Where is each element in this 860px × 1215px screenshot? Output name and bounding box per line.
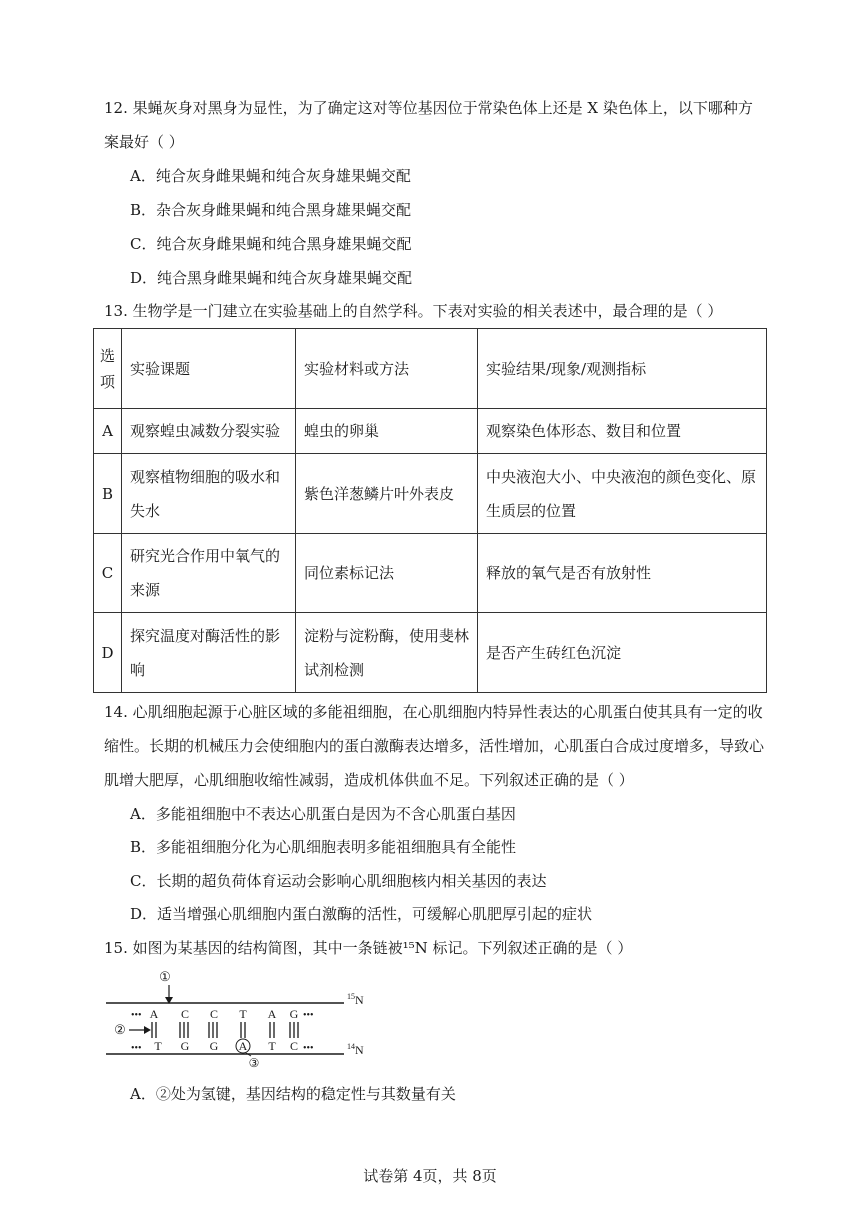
q15-option-a: A．②处为氢键，基因结构的稳定性与其数量有关 (130, 1085, 456, 1103)
row-method (296, 409, 478, 454)
top-right-dots: ••• (303, 1010, 314, 1021)
cell-line: 蝗虫的卵巢 (304, 422, 380, 440)
q12-stem-line2: 案最好（ ） (104, 133, 184, 151)
bottom-base: T (154, 1039, 162, 1053)
row-result (478, 409, 767, 454)
cell-line: 观察植物细胞的吸水和 (130, 467, 281, 486)
q14-option-d: D．适当增强心肌细胞内蛋白激酶的活性，可缓解心肌肥厚引起的症状 (130, 905, 593, 923)
q12-option-c: C．纯合灰身雌果蝇和纯合黑身雄果蝇交配 (130, 235, 412, 253)
cell-line: 观察蝗虫减数分裂实验 (130, 422, 281, 440)
q14-option-a: A．多能祖细胞中不表达心肌蛋白是因为不含心肌蛋白基因 (130, 805, 516, 823)
cell-line: 来源 (130, 581, 161, 599)
cell-line: 响 (130, 660, 146, 679)
bottom-base: G (209, 1039, 219, 1053)
row-topic (122, 613, 296, 693)
top-base: C (180, 1007, 190, 1021)
top-label: N (355, 993, 364, 1007)
cell-line: 试剂检测 (304, 660, 365, 679)
top-base: C (209, 1007, 219, 1021)
bottom-left-dots: ••• (131, 1043, 142, 1054)
cell-line: 失水 (130, 501, 161, 520)
row-topic (122, 534, 296, 613)
bottom-base: A (238, 1039, 248, 1053)
header-topic: 实验课题 (122, 329, 296, 409)
cell-line: 研究光合作用中氧气的 (130, 547, 281, 565)
q14-option-c: C．长期的超负荷体育运动会影响心肌细胞核内相关基因的表达 (130, 872, 547, 890)
top-base: T (239, 1007, 247, 1021)
bottom-right-dots: ••• (303, 1043, 314, 1054)
cell-line: 探究温度对酶活性的影 (130, 626, 281, 645)
row-result (478, 613, 767, 693)
table-header-row (94, 329, 767, 409)
q14-stem-line1: 14. 心肌细胞起源于心脏区域的多能祖细胞，在心肌细胞内特异性表达的心肌蛋白使其具有一定的收 (104, 703, 763, 721)
row-key: B (94, 454, 122, 534)
row-result (478, 534, 767, 613)
cell-line: 释放的氧气是否有放射性 (486, 564, 652, 582)
marker-1-label: ① (159, 969, 171, 984)
q14-option-b: B．多能祖细胞分化为心肌细胞表明多能祖细胞具有全能性 (130, 838, 517, 856)
row-key: A (94, 409, 122, 454)
bottom-base: C (289, 1039, 299, 1053)
q14-stem-line3: 肌增大肥厚，心肌细胞收缩性减弱，造成机体供血不足。下列叙述正确的是（ ） (104, 771, 634, 789)
top-base: G (289, 1007, 299, 1021)
table-row (94, 409, 767, 454)
cell-line: 生质层的位置 (486, 501, 577, 520)
row-topic (122, 454, 296, 534)
marker-2-label: ② (114, 1022, 126, 1037)
bottom-base: G (180, 1039, 190, 1053)
cell-line: 紫色洋葱鳞片叶外表皮 (304, 484, 455, 503)
row-key: C (94, 534, 122, 613)
q12-option-b: B．杂合灰身雌果蝇和纯合黑身雄果蝇交配 (130, 201, 412, 219)
cell-line: 观察染色体形态、数目和位置 (486, 422, 682, 440)
row-key: D (94, 613, 122, 693)
q12-option-a: A．纯合灰身雌果蝇和纯合灰身雄果蝇交配 (130, 167, 411, 185)
cell-line: 同位素标记法 (304, 564, 395, 582)
bottom-base: T (268, 1039, 276, 1053)
cell-line: 中央液泡大小、中央液泡的颜色变化、原 (486, 467, 757, 486)
top-left-dots: ••• (131, 1010, 142, 1021)
bottom-label-sup: 14 (347, 1042, 355, 1051)
row-method (296, 454, 478, 534)
header-result: 实验结果/现象/观测指标 (478, 329, 767, 409)
q14-stem-line2: 缩性。长期的机械压力会使细胞内的蛋白激酶表达增多，活性增加，心肌蛋白合成过度增多，导致心 (104, 737, 765, 755)
top-base: A (267, 1007, 277, 1021)
table-row (94, 534, 767, 613)
marker-3-label: ③ (248, 1056, 260, 1068)
header-option-text: 选项 (99, 346, 115, 391)
hydrogen-bonds (152, 1022, 298, 1038)
q12-option-d: D．纯合黑身雌果蝇和纯合灰身雄果蝇交配 (130, 269, 413, 287)
header-method: 实验材料或方法 (296, 329, 478, 409)
q13-stem: 13. 生物学是一门建立在实验基础上的自然学科。下表对实验的相关表述中，最合理的是（ ） (104, 302, 723, 320)
top-base: A (149, 1007, 159, 1021)
top-label-sup: 15 (347, 992, 355, 1001)
experiment-table (93, 328, 767, 693)
q12-stem-line1: 12. 果蝇灰身对黑身为显性，为了确定这对等位基因位于常染色体上还是 X 染色体上，以下哪种方 (104, 99, 753, 117)
marker-2-arrowhead (144, 1026, 151, 1034)
cell-line: 是否产生砖红色沉淀 (486, 643, 622, 662)
row-result (478, 454, 767, 534)
header-option (94, 329, 122, 409)
table-row (94, 454, 767, 534)
table-row (94, 613, 767, 693)
row-method (296, 534, 478, 613)
row-method (296, 613, 478, 693)
q15-stem: 15. 如图为某基因的结构简图，其中一条链被¹⁵N 标记。下列叙述正确的是（ ） (104, 939, 633, 957)
page-footer: 试卷第 4页，共 8页 (363, 1167, 497, 1185)
gene-structure-figure (98, 968, 398, 1068)
cell-line: 淀粉与淀粉酶，使用斐林 (304, 626, 470, 645)
row-topic (122, 409, 296, 454)
bottom-label: N (355, 1043, 364, 1057)
